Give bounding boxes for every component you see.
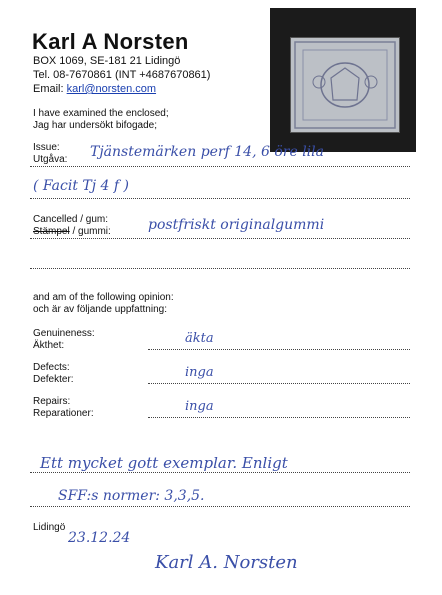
issue-label-en: Issue: — [33, 142, 60, 153]
defects-value: inga — [185, 365, 214, 380]
genuineness-label-en: Genuineness: — [33, 328, 95, 339]
stamp-artwork — [291, 38, 399, 132]
repairs-value: inga — [185, 399, 214, 414]
dotted-line — [30, 506, 410, 507]
opinion-sv: och är av följande uppfattning: — [33, 304, 167, 315]
email-line — [33, 83, 156, 96]
email-link[interactable]: karl@norsten.com — [66, 83, 157, 95]
opinion-en: and am of the following opinion: — [33, 292, 174, 303]
cancelled-label-sv — [33, 226, 111, 238]
email-label: Email: — [33, 83, 64, 95]
dotted-line — [30, 238, 410, 239]
certifier-name: Karl A Norsten — [32, 29, 189, 54]
phone-line: Tel. 08-7670861 (INT +4687670861) — [33, 69, 211, 81]
dotted-line — [30, 472, 410, 473]
dotted-line — [148, 417, 410, 418]
address-line: BOX 1069, SE-181 21 Lidingö — [33, 55, 181, 67]
intro-sv: Jag har undersökt bifogade; — [33, 120, 157, 131]
date-value: 23.12.24 — [68, 530, 131, 546]
intro-en: I have examined the enclosed; — [33, 108, 169, 119]
cancelled-label-en: Cancelled / gum: — [33, 214, 109, 225]
dotted-line — [30, 166, 410, 167]
repairs-label-sv: Reparationer: — [33, 408, 94, 419]
repairs-label-en: Repairs: — [33, 396, 71, 407]
remarks-line-2: SFF:s normer: 3,3,5. — [58, 488, 205, 504]
dotted-line — [30, 268, 410, 269]
issue-label-sv: Utgåva: — [33, 154, 68, 165]
signature: Karl A. Norsten — [155, 552, 298, 573]
dotted-line — [148, 383, 410, 384]
defects-label-en: Defects: — [33, 362, 70, 373]
cancelled-label-sv-rest: / gummi: — [69, 226, 111, 237]
dotted-line — [30, 198, 410, 199]
cancelled-value: postfriskt originalgummi — [148, 217, 325, 233]
remarks-line-1: Ett mycket gott exemplar. Enligt — [40, 454, 288, 472]
genuineness-value: äkta — [185, 331, 214, 346]
genuineness-label-sv: Äkthet: — [33, 340, 65, 351]
stamp-image — [290, 37, 400, 133]
cancelled-label-sv-struck: Stämpel — [33, 226, 70, 237]
issue-value-2: ( Facit Tj 4 f ) — [33, 178, 129, 194]
dotted-line — [148, 349, 410, 350]
defects-label-sv: Defekter: — [33, 374, 74, 385]
place-label: Lidingö — [33, 522, 66, 533]
issue-value-1: Tjänstemärken perf 14, 6 öre lila — [90, 144, 324, 160]
